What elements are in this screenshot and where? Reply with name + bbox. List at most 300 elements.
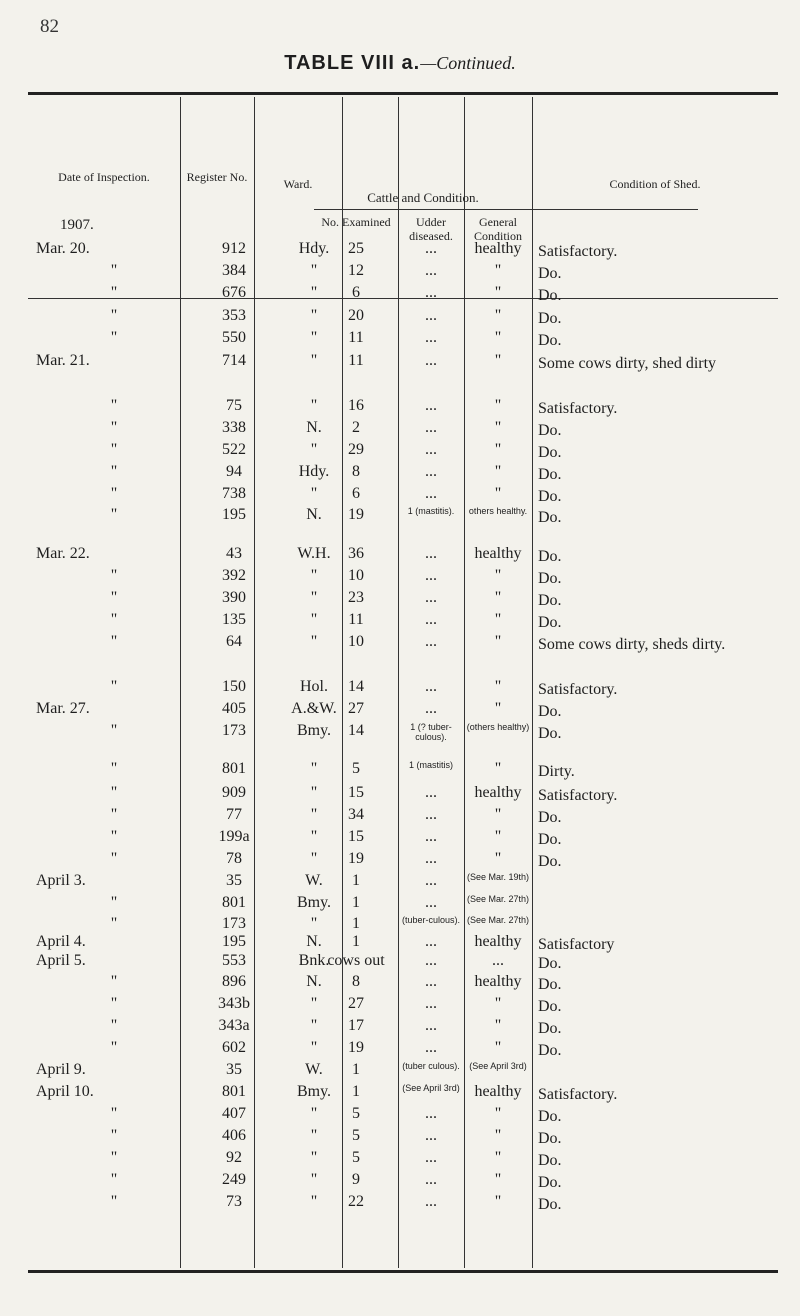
cell-no-examined: 27 — [348, 700, 364, 717]
cell-shed: Satisfactory. — [538, 400, 618, 417]
cell-date: " — [110, 995, 118, 1012]
cell-udder: (tuber-culous). — [401, 915, 461, 925]
cell-shed: Do. — [538, 1174, 562, 1191]
cell-general: " — [494, 397, 502, 414]
cell-date: " — [110, 1017, 118, 1034]
cell-no-examined: 1 — [352, 933, 360, 950]
cell-register: 43 — [226, 545, 242, 562]
cell-udder: ... — [425, 329, 437, 346]
cell-shed: Some cows dirty, shed dirty — [538, 355, 717, 372]
cell-date: " — [110, 1193, 118, 1210]
cell-shed: Do. — [538, 570, 562, 587]
cell-no-examined: 19 — [348, 1039, 364, 1056]
cell-udder: 1 (? tuber-culous). — [410, 722, 452, 742]
cell-date: " — [110, 397, 118, 414]
cell-ward: A.&W. — [291, 700, 337, 717]
cell-no-examined: 15 — [348, 784, 364, 801]
cell-register: 801 — [222, 760, 246, 777]
cell-udder: ... — [425, 397, 437, 414]
cell-udder: ... — [425, 419, 437, 436]
cell-general: " — [494, 611, 502, 628]
table-row — [0, 506, 800, 536]
cell-no-examined: 12 — [348, 262, 364, 279]
cell-no-examined: 22 — [348, 1193, 364, 1210]
cell-no-examined: 20 — [348, 307, 364, 324]
cell-ward: " — [310, 784, 318, 801]
cell-no-examined: 10 — [348, 633, 364, 650]
cell-register: 150 — [222, 678, 246, 695]
cell-shed: Do. — [538, 287, 562, 304]
cell-register: 173 — [222, 722, 246, 739]
header-register: Register No. — [186, 170, 248, 184]
cell-no-examined: 29 — [348, 441, 364, 458]
cell-ward: " — [310, 397, 318, 414]
cell-general: healthy — [474, 240, 522, 257]
cell-general: " — [494, 463, 502, 480]
cell-udder: ... — [425, 633, 437, 650]
cell-register: 195 — [222, 506, 246, 523]
cell-register: 406 — [222, 1127, 246, 1144]
cell-register: 77 — [226, 806, 242, 823]
cell-ward: " — [310, 760, 318, 777]
cell-ward: " — [310, 828, 318, 845]
cell-ward: " — [310, 284, 318, 301]
cell-register: 522 — [222, 441, 246, 458]
cell-udder: ... — [425, 307, 437, 324]
cell-no-examined: 6 — [352, 284, 360, 301]
cell-register: 909 — [222, 784, 246, 801]
cell-ward: " — [310, 1039, 318, 1056]
cell-date: " — [110, 419, 118, 436]
cell-ward: " — [310, 806, 318, 823]
cell-general: healthy — [474, 1083, 522, 1100]
cell-general: ... — [492, 952, 504, 969]
cell-date: " — [110, 262, 118, 279]
cell-no-examined: 1 — [352, 872, 360, 889]
cell-shed: Do. — [538, 1042, 562, 1059]
cell-shed: Do. — [538, 809, 562, 826]
cell-no-examined: 5 — [352, 760, 360, 777]
cell-ward: " — [310, 915, 318, 932]
cell-date: " — [110, 1127, 118, 1144]
cell-general: " — [494, 1039, 502, 1056]
cell-no-examined: 36 — [348, 545, 364, 562]
table-title — [0, 52, 800, 75]
cell-no-examined: 27 — [348, 995, 364, 1012]
cell-date: " — [110, 760, 118, 777]
cell-date: April 10. — [36, 1083, 94, 1100]
cell-shed: Satisfactory. — [538, 787, 618, 804]
cell-ward: W.H. — [297, 545, 331, 562]
cell-ward: " — [310, 1105, 318, 1122]
cell-shed: Do. — [538, 310, 562, 327]
cell-ward: " — [310, 485, 318, 502]
cell-general: others healthy. — [468, 506, 528, 516]
cell-ward: " — [310, 589, 318, 606]
cell-date: April 4. — [36, 933, 86, 950]
cell-register: 35 — [226, 872, 242, 889]
cell-udder: ... — [425, 894, 437, 911]
cell-date: " — [110, 506, 118, 523]
cell-ward: " — [310, 1171, 318, 1188]
cell-general: healthy — [474, 973, 522, 990]
cell-register: 912 — [222, 240, 246, 257]
cell-no-examined: 5 — [352, 1149, 360, 1166]
cell-udder: ... — [425, 1193, 437, 1210]
cell-shed: Do. — [538, 265, 562, 282]
cell-no-examined: 1 — [352, 894, 360, 911]
cell-ward: N. — [306, 419, 322, 436]
cell-shed: Do. — [538, 444, 562, 461]
cell-ward: Hdy. — [298, 463, 330, 480]
cell-ward: " — [310, 1193, 318, 1210]
cell-no-examined: 11 — [348, 329, 364, 346]
year-label: 1907. — [60, 217, 94, 233]
cell-register: 343a — [218, 1017, 250, 1034]
cell-general: " — [494, 806, 502, 823]
cell-udder: ... — [425, 973, 437, 990]
cell-shed: Satisfactory. — [538, 1086, 618, 1103]
cell-udder: ... — [425, 545, 437, 562]
cell-ward: " — [310, 352, 318, 369]
header-date: Date of Inspection. — [58, 170, 150, 184]
cell-general: " — [494, 633, 502, 650]
cell-general: " — [494, 700, 502, 717]
cell-date: " — [110, 973, 118, 990]
cell-ward: " — [310, 441, 318, 458]
cell-no-examined: 8 — [352, 463, 360, 480]
cell-no-examined: 34 — [348, 806, 364, 823]
cell-date: " — [110, 441, 118, 458]
cell-shed: Do. — [538, 1108, 562, 1125]
cell-ward: Bnk. — [298, 952, 330, 969]
cell-ward: " — [310, 633, 318, 650]
cell-register: 405 — [222, 700, 246, 717]
cell-general: " — [494, 1105, 502, 1122]
cell-date: " — [110, 850, 118, 867]
cell-shed: Do. — [538, 998, 562, 1015]
cell-ward: Bmy. — [296, 722, 332, 739]
cell-date: " — [110, 611, 118, 628]
cell-ward: " — [310, 1017, 318, 1034]
cell-udder: ... — [425, 352, 437, 369]
cell-date: " — [110, 1105, 118, 1122]
cell-date: " — [110, 722, 118, 739]
cell-udder: ... — [425, 933, 437, 950]
cell-udder: ... — [425, 463, 437, 480]
cell-register: 602 — [222, 1039, 246, 1056]
table-title-continued: —Continued. — [420, 53, 516, 73]
cell-general: " — [494, 678, 502, 695]
header-ward: Ward. — [283, 177, 313, 191]
cell-shed: Do. — [538, 466, 562, 483]
cell-udder: 1 (mastitis). — [407, 506, 455, 516]
cell-udder: ... — [425, 850, 437, 867]
cell-general: (See Mar. 27th) — [466, 915, 530, 925]
cell-ward: " — [310, 262, 318, 279]
table-row — [0, 722, 800, 752]
cell-udder: 1 (mastitis) — [408, 760, 453, 770]
cell-shed: Do. — [538, 1152, 562, 1169]
cell-general: (See Mar. 27th) — [466, 894, 530, 904]
page-number: 82 — [40, 16, 59, 37]
cell-udder: ... — [425, 1171, 437, 1188]
cell-date: " — [110, 307, 118, 324]
cell-shed: Do. — [538, 548, 562, 565]
cattle-header-rule — [314, 209, 698, 210]
cell-udder: (See April 3rd) — [402, 1083, 460, 1093]
cell-no-examined: 8 — [352, 973, 360, 990]
cell-no-examined: 11 — [348, 352, 364, 369]
cell-register: 801 — [222, 894, 246, 911]
cell-shed: Satisfactory. — [538, 681, 618, 698]
cell-general: " — [494, 1127, 502, 1144]
table-row — [0, 633, 800, 663]
cell-register: 173 — [222, 915, 246, 932]
cell-date: " — [110, 1039, 118, 1056]
cell-register: 550 — [222, 329, 246, 346]
cell-shed: Do. — [538, 1020, 562, 1037]
cell-general: " — [494, 485, 502, 502]
cell-register: 384 — [222, 262, 246, 279]
cell-no-examined: 14 — [348, 722, 364, 739]
cell-date: " — [110, 1171, 118, 1188]
cell-general: " — [494, 760, 502, 777]
header-cattle-group: Cattle and Condition. — [367, 190, 479, 205]
cell-general: " — [494, 1149, 502, 1166]
cell-general: (See Mar. 19th) — [466, 872, 530, 882]
cell-general: " — [494, 262, 502, 279]
cell-register: 343b — [218, 995, 250, 1012]
cell-udder: ... — [425, 1105, 437, 1122]
cell-no-examined: 6 — [352, 485, 360, 502]
cell-no-examined: 10 — [348, 567, 364, 584]
cell-date: " — [110, 784, 118, 801]
cell-register: 896 — [222, 973, 246, 990]
cell-shed: Do. — [538, 509, 562, 526]
cell-shed: Dirty. — [538, 763, 575, 780]
cell-udder: ... — [425, 872, 437, 889]
cell-shed: Do. — [538, 1130, 562, 1147]
cell-date: Mar. 20. — [36, 240, 90, 257]
cell-udder: ... — [425, 806, 437, 823]
cell-date: " — [110, 915, 118, 932]
cell-register: 338 — [222, 419, 246, 436]
cell-date: " — [110, 463, 118, 480]
cell-udder: ... — [425, 1127, 437, 1144]
cell-general: " — [494, 284, 502, 301]
cell-no-examined: 5 — [352, 1127, 360, 1144]
cell-register: 714 — [222, 352, 246, 369]
cell-general: " — [494, 1017, 502, 1034]
cell-date: " — [110, 828, 118, 845]
cell-general: " — [494, 567, 502, 584]
cell-no-examined: cows out — [327, 952, 385, 969]
cell-general: healthy — [474, 545, 522, 562]
cell-udder: ... — [425, 611, 437, 628]
cell-general: " — [494, 1171, 502, 1188]
cell-no-examined: 9 — [352, 1171, 360, 1188]
cell-general: " — [494, 307, 502, 324]
cell-udder: ... — [425, 262, 437, 279]
cell-date: " — [110, 284, 118, 301]
cell-date: " — [110, 567, 118, 584]
cell-register: 75 — [226, 397, 242, 414]
cell-shed: Some cows dirty, sheds dirty. — [538, 636, 726, 653]
cell-shed: Do. — [538, 976, 562, 993]
cell-udder: ... — [425, 952, 437, 969]
cell-udder: ... — [425, 441, 437, 458]
cell-no-examined: 1 — [352, 1083, 360, 1100]
cell-no-examined: 1 — [352, 915, 360, 932]
cell-general: " — [494, 419, 502, 436]
cell-shed: Satisfactory. — [538, 243, 618, 260]
cell-date: " — [110, 894, 118, 911]
cell-no-examined: 16 — [348, 397, 364, 414]
cell-shed: Satisfactory — [538, 936, 615, 953]
cell-register: 64 — [226, 633, 242, 650]
cell-udder: ... — [425, 995, 437, 1012]
cell-shed: Do. — [538, 853, 562, 870]
cell-shed: Do. — [538, 422, 562, 439]
cell-no-examined: 5 — [352, 1105, 360, 1122]
table-title-main: TABLE VIII a. — [284, 52, 421, 74]
cell-date: Mar. 22. — [36, 545, 90, 562]
table-row — [0, 1193, 800, 1223]
cell-ward: Hol. — [300, 678, 328, 695]
cell-no-examined: 1 — [352, 1061, 360, 1078]
cell-general: " — [494, 329, 502, 346]
cell-no-examined: 19 — [348, 506, 364, 523]
cell-shed: Do. — [538, 592, 562, 609]
cell-date: April 5. — [36, 952, 86, 969]
cell-date: " — [110, 329, 118, 346]
cell-shed: Do. — [538, 955, 562, 972]
cell-shed: Do. — [538, 725, 562, 742]
cell-register: 195 — [222, 933, 246, 950]
cell-register: 392 — [222, 567, 246, 584]
cell-no-examined: 14 — [348, 678, 364, 695]
cell-general: " — [494, 589, 502, 606]
cell-ward: N. — [306, 506, 322, 523]
cell-udder: ... — [425, 589, 437, 606]
cell-udder: ... — [425, 485, 437, 502]
cell-general: healthy — [474, 933, 522, 950]
cell-no-examined: 15 — [348, 828, 364, 845]
cell-no-examined: 11 — [348, 611, 364, 628]
cell-date: " — [110, 806, 118, 823]
cell-udder: ... — [425, 240, 437, 257]
cell-register: 738 — [222, 485, 246, 502]
cell-ward: " — [310, 1127, 318, 1144]
cell-no-examined: 2 — [352, 419, 360, 436]
cell-date: " — [110, 678, 118, 695]
cell-date: Mar. 27. — [36, 700, 90, 717]
cell-register: 94 — [226, 463, 242, 480]
cell-udder: ... — [425, 1149, 437, 1166]
cell-general: " — [494, 1193, 502, 1210]
cell-no-examined: 19 — [348, 850, 364, 867]
cell-general: healthy — [474, 784, 522, 801]
cell-ward: " — [310, 1149, 318, 1166]
cell-ward: " — [310, 995, 318, 1012]
header-no-examined: No. Examined — [321, 215, 391, 229]
cell-ward: W. — [305, 872, 323, 889]
cell-ward: " — [310, 611, 318, 628]
cell-udder: ... — [425, 828, 437, 845]
cell-register: 92 — [226, 1149, 242, 1166]
cell-ward: N. — [306, 973, 322, 990]
cell-register: 353 — [222, 307, 246, 324]
cell-date: " — [110, 1149, 118, 1166]
cell-udder: ... — [425, 567, 437, 584]
cell-date: " — [110, 485, 118, 502]
cell-udder: ... — [425, 784, 437, 801]
cell-shed: Do. — [538, 703, 562, 720]
cell-udder: ... — [425, 700, 437, 717]
cell-register: 135 — [222, 611, 246, 628]
cell-general: (See April 3rd) — [469, 1061, 527, 1071]
cell-udder: (tuber culous). — [402, 1061, 460, 1071]
cell-shed: Do. — [538, 332, 562, 349]
cell-shed: Do. — [538, 831, 562, 848]
cell-general: " — [494, 850, 502, 867]
cell-udder: ... — [425, 1039, 437, 1056]
cell-ward: W. — [305, 1061, 323, 1078]
cell-register: 553 — [222, 952, 246, 969]
cell-general: (others healthy) — [466, 722, 530, 732]
cell-date: April 3. — [36, 872, 86, 889]
header-shed: Condition of Shed. — [609, 177, 701, 191]
cell-general: " — [494, 828, 502, 845]
cell-no-examined: 25 — [348, 240, 364, 257]
cell-register: 801 — [222, 1083, 246, 1100]
cell-register: 73 — [226, 1193, 242, 1210]
cell-ward: " — [310, 307, 318, 324]
cell-shed: Do. — [538, 1196, 562, 1213]
cell-register: 199a — [218, 828, 250, 845]
cell-register: 249 — [222, 1171, 246, 1188]
table-row — [0, 352, 800, 382]
cell-register: 390 — [222, 589, 246, 606]
cell-udder: ... — [425, 678, 437, 695]
header-udder: Udder diseased. — [409, 215, 453, 243]
cell-register: 676 — [222, 284, 246, 301]
cell-no-examined: 23 — [348, 589, 364, 606]
cell-general: " — [494, 352, 502, 369]
cell-ward: " — [310, 329, 318, 346]
cell-general: " — [494, 441, 502, 458]
cell-ward: Bmy. — [296, 1083, 332, 1100]
cell-date: April 9. — [36, 1061, 86, 1078]
cell-shed: Do. — [538, 614, 562, 631]
cell-register: 407 — [222, 1105, 246, 1122]
cell-shed: Do. — [538, 488, 562, 505]
cell-date: Mar. 21. — [36, 352, 90, 369]
cell-no-examined: 17 — [348, 1017, 364, 1034]
cell-register: 78 — [226, 850, 242, 867]
cell-ward: " — [310, 850, 318, 867]
cell-date: " — [110, 633, 118, 650]
header-general: General Condition — [473, 215, 522, 243]
cell-udder: ... — [425, 1017, 437, 1034]
cell-ward: " — [310, 567, 318, 584]
cell-udder: ... — [425, 284, 437, 301]
cell-register: 35 — [226, 1061, 242, 1078]
cell-ward: Hdy. — [298, 240, 330, 257]
cell-ward: N. — [306, 933, 322, 950]
cell-general: " — [494, 995, 502, 1012]
